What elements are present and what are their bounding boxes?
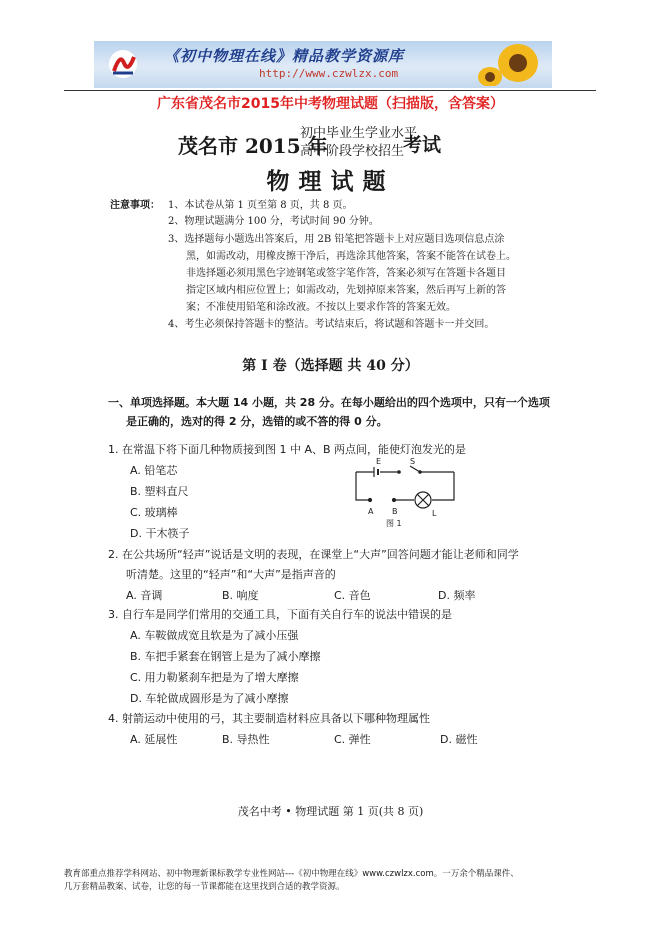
promo-line: 几万套精品教案、试卷，让您的每一节课都能在这里找到合适的教学资源。 (64, 882, 345, 892)
notice-label: 注意事项： (110, 200, 160, 211)
question-1-option: A. 铅笔芯 (130, 464, 178, 477)
notice-item: 2、物理试题满分 100 分，考试时间 90 分钟。 (168, 216, 379, 227)
question-2-stem: 2. 在公共场所“轻声”说话是文明的表现，在课堂上“大声”回答问题才能让老师和同学 (108, 548, 519, 561)
header-rule (64, 90, 596, 91)
question-2-stem: 听清楚。这里的“轻声”和“大声”是指声音的 (126, 568, 336, 581)
figure-caption: 图 1 (386, 519, 402, 528)
banner-url: http://www.czwlzx.com (259, 67, 399, 80)
question-4-option: B. 导热性 (222, 733, 270, 746)
question-3-stem: 3. 自行车是同学们常用的交通工具，下面有关自行车的说法中错误的是 (108, 608, 452, 621)
promo-line: 教育部重点推荐学科网站、初中物理新课标教学专业性网站---《初中物理在线》www.czwlzx.com。一万余个精品课件、 (64, 869, 519, 879)
question-2-option: C. 音色 (334, 589, 371, 602)
question-1-stem: 1. 在常温下将下面几种物质接到图 1 中 A、B 两点间，能使灯泡发光的是 (108, 443, 467, 456)
question-3-option: C. 用力勒紧刹车把是为了增大摩擦 (130, 671, 299, 684)
banner (94, 41, 552, 88)
part1-heading: 第 I 卷（选择题 共 40 分） (242, 358, 419, 374)
subject-title: 物理试题 (266, 168, 395, 195)
question-4-stem: 4. 射箭运动中使用的弓，其主要制造材料应具备以下哪种物理属性 (108, 712, 430, 725)
notice-item: 黑，如需改动，用橡皮擦干净后，再选涂其他答案，答案不能答在试卷上。 (186, 251, 516, 262)
question-2-option: A. 音调 (126, 589, 163, 602)
sunflower-icon (476, 43, 546, 86)
exam-city-year: 茂名市 2015 年 (178, 134, 328, 158)
question-3-option: A. 车鞍做成宽且软是为了减小压强 (130, 629, 299, 642)
exam-header-line1: 初中毕业生学业水平 (300, 126, 418, 141)
question-1-option: D. 干木筷子 (130, 527, 190, 540)
section1-instruction: 一、单项选择题。本大题 14 小题，共 28 分。在每小题给出的四个选项中，只有一个选项 (108, 396, 550, 409)
question-3-option: B. 车把手紧套在钢管上是为了减小摩擦 (130, 650, 321, 663)
question-3-option: D. 车轮做成圆形是为了减小摩擦 (130, 692, 289, 705)
document-title: 广东省茂名市2015年中考物理试题（扫描版，含答案） (157, 96, 504, 112)
question-1-option: C. 玻璃棒 (130, 506, 178, 519)
question-2-option: B. 响度 (222, 589, 259, 602)
circuit-diagram (350, 456, 460, 528)
question-1-option: B. 塑料直尺 (130, 485, 189, 498)
logo-icon (108, 49, 138, 79)
notice-item: 3、选择题每小题选出答案后，用 2B 铅笔把答题卡上对应题目选项信息点涂 (168, 234, 505, 245)
label-e: E (376, 457, 382, 466)
notice-item: 案；不准使用铅笔和涂改液。不按以上要求作答的答案无效。 (186, 302, 456, 313)
banner-title: 《初中物理在线》精品教学资源库 (164, 47, 405, 65)
notice-item: 1、本试卷从第 1 页至第 8 页，共 8 页。 (168, 200, 353, 211)
page-footer: 茂名中考 • 物理试题 第 1 页(共 8 页) (237, 805, 424, 818)
question-4-option: A. 延展性 (130, 733, 178, 746)
notice-item: 指定区域内相应位置上；如需改动，先划掉原来答案，然后再写上新的答 (186, 285, 506, 296)
label-l: L (432, 509, 437, 518)
notice-item: 非选择题必须用黑色字迹钢笔或签字笔作答，答案必须写在答题卡各题目 (186, 268, 506, 279)
label-a: A (368, 507, 374, 516)
label-s: S (410, 457, 416, 466)
label-b: B (392, 507, 398, 516)
exam-word: 考试 (403, 134, 442, 156)
section1-instruction: 是正确的，选对的得 2 分，选错的或不答的得 0 分。 (126, 415, 388, 428)
question-4-option: D. 磁性 (440, 733, 478, 746)
notice-item: 4、考生必须保持答题卡的整洁。考试结束后，将试题和答题卡一并交回。 (168, 319, 495, 330)
question-2-option: D. 频率 (438, 589, 476, 602)
exam-header-line2: 高中阶段学校招生 (300, 144, 405, 159)
question-4-option: C. 弹性 (334, 733, 371, 746)
